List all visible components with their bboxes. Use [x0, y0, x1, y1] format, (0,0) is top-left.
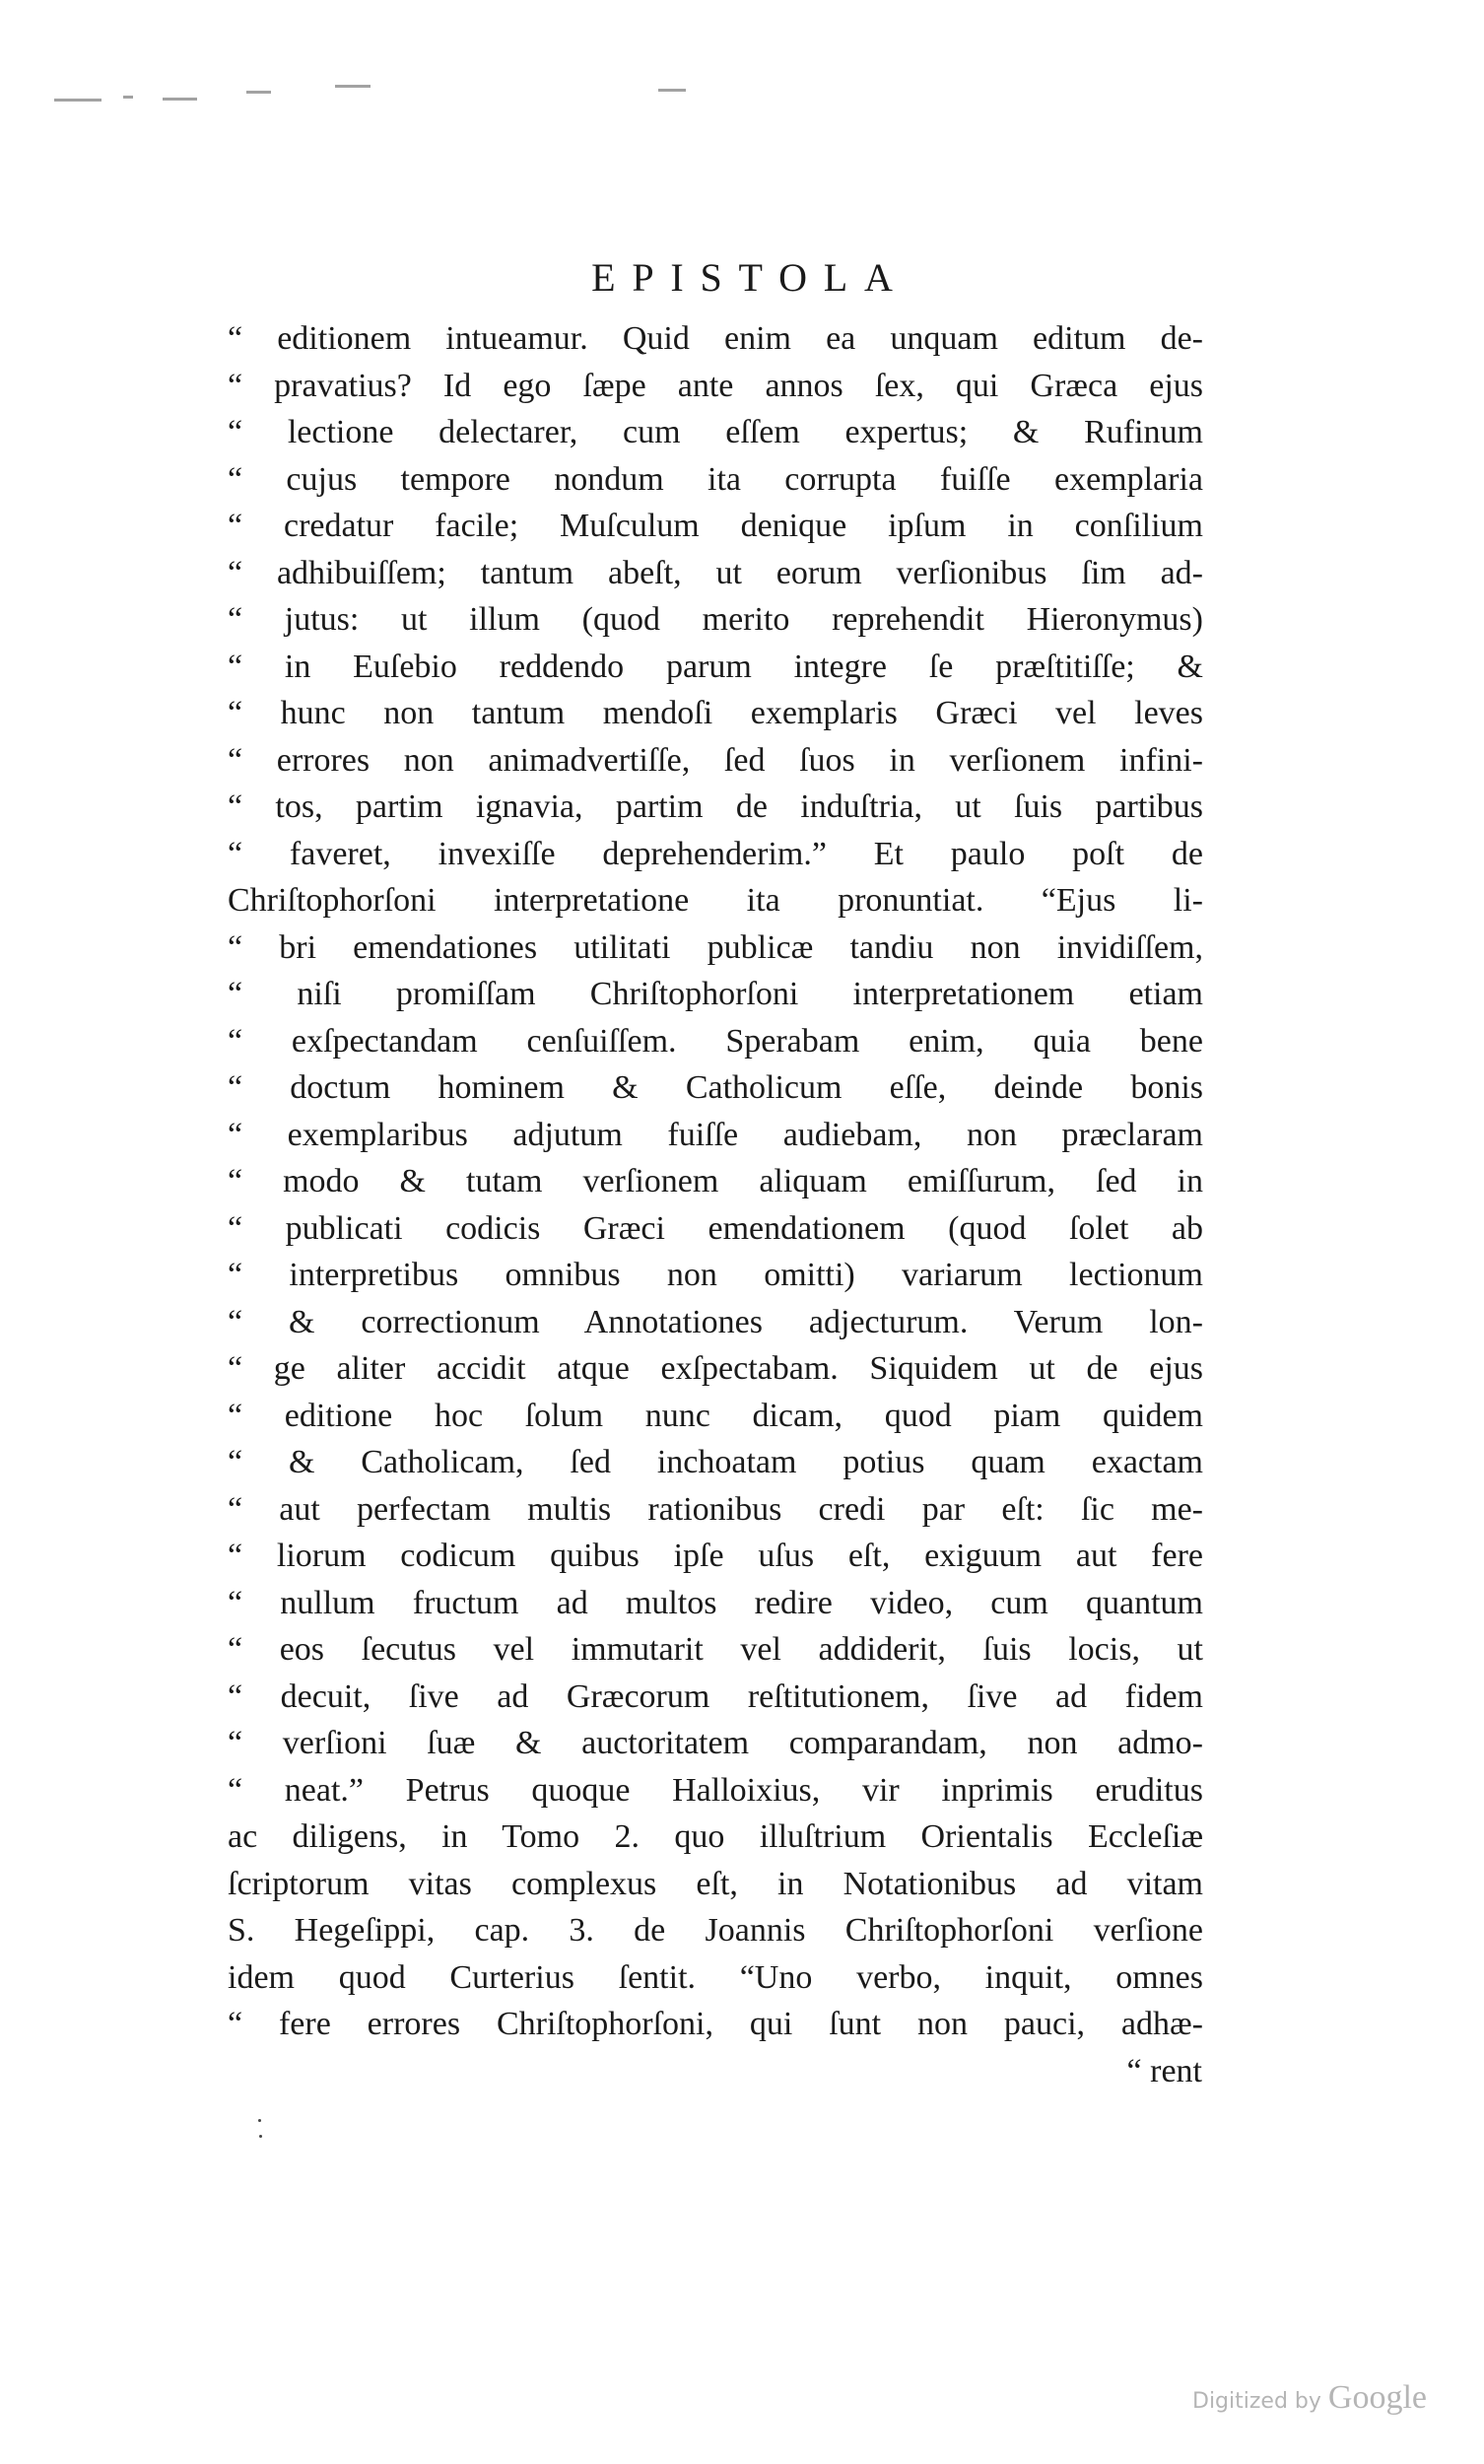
scan-artifact [54, 99, 101, 102]
text-line: “ editionem intueamur. Quid enim ea unquam editum de- [228, 320, 1203, 357]
text-line: “ nullum fructum ad multos redire video, cum quantum [228, 1584, 1203, 1621]
text-line: ſcriptorum vitas complexus eſt, in Notationibus ad vitam [228, 1865, 1203, 1902]
text-line: “ exſpectandam cenſuiſſem. Sperabam enim, quia bene [228, 1022, 1203, 1060]
google-logo: Google [1327, 2379, 1427, 2416]
text-line: idem quod Curterius ſentit. “Uno verbo, inquit, omnes [228, 1958, 1203, 1996]
scan-speck [258, 2119, 261, 2122]
text-line: “ faveret, invexiſſe deprehenderim.” Et paulo poſt de [228, 835, 1203, 872]
text-line: “ editione hoc ſolum nunc dicam, quod piam quidem [228, 1397, 1203, 1434]
scan-speck [259, 2135, 262, 2138]
text-line: “ ge aliter accidit atque exſpectabam. Siquidem ut de ejus [228, 1350, 1203, 1387]
text-line: “ cujus tempore nondum ita corrupta fuiſſe exemplaria [228, 460, 1203, 498]
text-line: “ lectione delectarer, cum eſſem expertus; & Rufinum [228, 414, 1203, 450]
text-line: “ eos ſecutus vel immutarit vel addiderit, ſuis locis, ut [228, 1631, 1203, 1668]
running-title: EPISTOLA [591, 255, 910, 300]
scan-artifact [163, 98, 197, 101]
text-line: “ aut perfectam multis rationibus credi par eſt: ſic me- [228, 1490, 1203, 1528]
text-line: “ niſi promiſſam Chriſtophorſoni interpretationem etiam [228, 976, 1203, 1012]
text-line: S. Hegeſippi, cap. 3. de Joannis Chriſtophorſoni verſione [228, 1912, 1203, 1949]
text-line: “ & Catholicam, ſed inchoatam potius quam exactam [228, 1444, 1203, 1480]
body-text [228, 315, 1203, 2048]
text-line: “ adhibuiſſem; tantum abeſt, ut eorum verſionibus ſim ad- [228, 554, 1203, 591]
scan-artifact [123, 96, 133, 99]
text-line: ac diligens, in Tomo 2. quo illuſtrium Orientalis Eccleſiæ [228, 1818, 1203, 1855]
text-line: “ neat.” Petrus quoque Halloixius, vir inprimis eruditus [228, 1771, 1203, 1809]
text-line: “ verſioni ſuæ & auctoritatem comparandam, non admo- [228, 1725, 1203, 1761]
text-line: “ tos, partim ignavia, partim de induſtria, ut ſuis partibus [228, 788, 1203, 825]
text-line: Chriſtophorſoni interpretatione ita pronuntiat. “Ejus li- [228, 882, 1203, 919]
text-line: “ exemplaribus adjutum fuiſſe audiebam, non præclaram [228, 1116, 1203, 1153]
watermark-prefix: Digitized by [1192, 2389, 1321, 2414]
scan-artifact [335, 85, 371, 88]
text-line: “ bri emendationes utilitati publicæ tandiu non invidiſſem, [228, 928, 1203, 966]
text-line: “ jutus: ut illum (quod merito reprehendit Hieronymus) [228, 601, 1203, 638]
text-line: “ fere errores Chriſtophorſoni, qui ſunt non pauci, adhæ- [228, 2006, 1203, 2042]
scan-artifact [246, 91, 271, 94]
text-line: “ decuit, ſive ad Græcorum reſtitutionem, ſive ad fidem [228, 1677, 1203, 1715]
text-line: “ & correctionum Annotationes adjecturum. Verum lon- [228, 1303, 1203, 1340]
text-line: “ errores non animadvertiſſe, ſed ſuos in verſionem infini- [228, 741, 1203, 779]
digitized-by-google-watermark [1192, 2379, 1427, 2417]
scan-artifact [658, 89, 686, 92]
text-line: “ in Euſebio reddendo parum integre ſe præſtitiſſe; & [228, 648, 1203, 685]
text-line: “ liorum codicum quibus ipſe uſus eſt, exiguum aut fere [228, 1538, 1203, 1574]
text-line: “ interpretibus omnibus non omitti) variarum lectionum [228, 1257, 1203, 1293]
text-line: “ doctum hominem & Catholicum eſſe, deinde bonis [228, 1069, 1203, 1106]
text-line: “ credatur facile; Muſculum denique ipſum in conſilium [228, 508, 1203, 544]
text-line: “ modo & tutam verſionem aliquam emiſſurum, ſed in [228, 1163, 1203, 1199]
text-line: “ pravatius? Id ego ſæpe ante annos ſex, qui Græca ejus [228, 367, 1203, 404]
text-line: “ publicati codicis Græci emendationem (quod ſolet ab [228, 1209, 1203, 1247]
text-line: “ hunc non tantum mendoſi exemplaris Græci vel leves [228, 695, 1203, 731]
catchword: “ rent [1126, 2053, 1202, 2089]
